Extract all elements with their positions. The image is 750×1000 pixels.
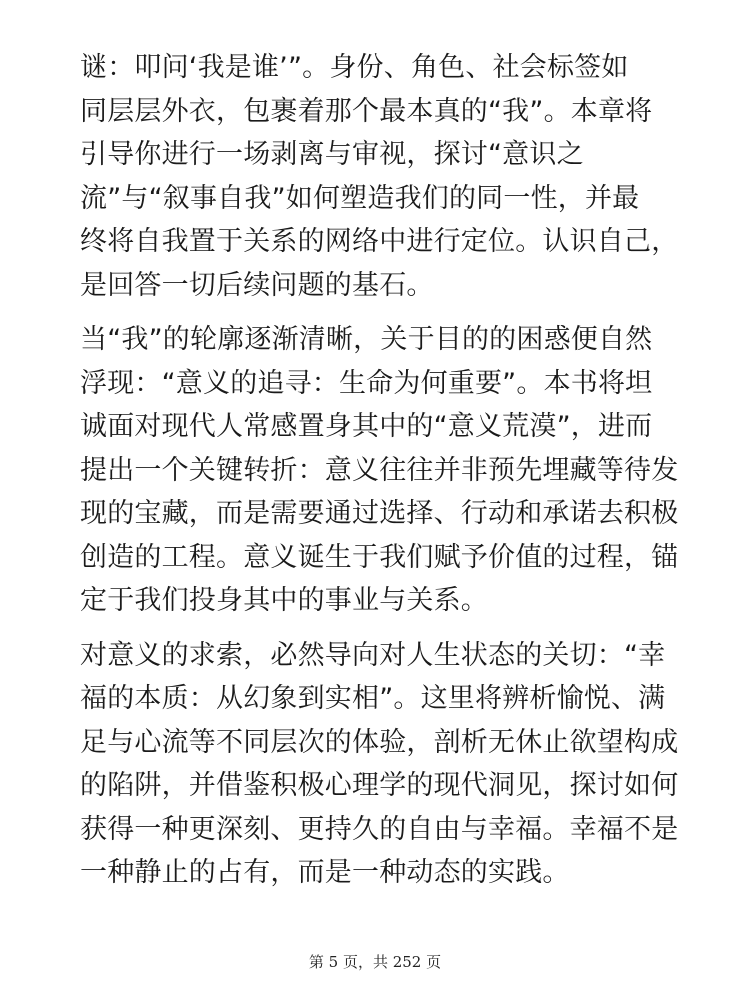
text-line: 的陷阱，并借鉴积极心理学的现代洞见，探讨如何 (80, 770, 679, 801)
text-line: 对意义的求索，必然导向对人生状态的关切：“幸 (80, 639, 666, 671)
paragraph-3 (80, 634, 680, 895)
page-number-footer: 第 5 页，共 252 页 (308, 953, 442, 971)
text-line: 是回答一切后续问题的基石。 (80, 269, 434, 301)
text-line: 同层层外衣，包裹着那个最本真的“我”。本章将 (80, 95, 653, 127)
text-line: 终将自我置于关系的网络中进行定位。认识自己， (80, 226, 679, 257)
text-line: 一种静止的占有，而是一种动态的实践。 (80, 857, 570, 888)
text-line: 福的本质：从幻象到实相”。这里将辨析愉悦、满 (80, 683, 666, 714)
text-line: 足与心流等不同层次的体验，剖析无休止欲望构成 (80, 726, 679, 758)
text-line: 获得一种更深刻、更持久的自由与幸福。幸福不是 (80, 813, 679, 845)
text-line: 引导你进行一场剥离与审视，探讨“意识之 (80, 139, 584, 170)
paragraph-2 (80, 318, 680, 623)
text-line: 诚面对现代人常感置身其中的“意义荒漠”，进而 (80, 411, 653, 442)
text-line: 浮现：“意义的追寻：生命为何重要”。本书将坦 (80, 367, 653, 399)
text-line: 谜：叩问‘我是谁’”。身份、角色、社会标签如 (80, 52, 629, 83)
text-line: 定于我们投身其中的事业与关系。 (80, 585, 488, 616)
text-line: 创造的工程。意义诞生于我们赋予价值的过程，锚 (80, 541, 679, 573)
text-line: 提出一个关键转折：意义往往并非预先埋藏等待发 (80, 454, 679, 486)
text-line: 流”与“叙事自我”如何塑造我们的同一性，并最 (80, 182, 640, 214)
text-line: 当“我”的轮廓逐渐清晰，关于目的的困惑便自然 (80, 324, 653, 355)
page-body (80, 46, 680, 895)
text-line: 现的宝藏，而是需要通过选择、行动和承诺去积极 (80, 498, 679, 529)
paragraph-1 (80, 46, 680, 307)
